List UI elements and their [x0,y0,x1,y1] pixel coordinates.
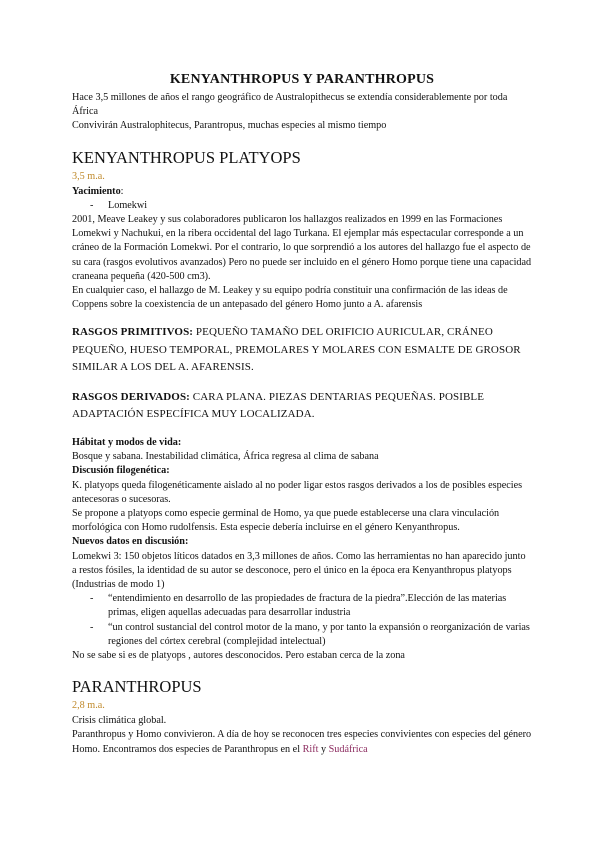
document-page [72,72,532,757]
list-item [72,199,532,213]
rasgos-derivados-label: RASGOS DERIVADOS: [72,390,190,403]
body-paragraph-2: En cualquier caso, el hallazgo de M. Leakey y su equipo podría constituir una confirmación de las ideas de Coppens sobre la coexistencia de un antepasado del género Homo junto a A. afarensis [72,285,508,311]
yacimiento-line [72,185,532,199]
section-heading-kenyanthropus: KENYANTHROPUS PLATYOPS [72,147,301,167]
closing-line: No se sabe si es de platyops , autores desconocidos. Pero estaban cerca de la zona [72,649,405,661]
dash-bullet: - [90,593,94,605]
discusion-text-1: K. platyops queda filogenéticamente aislado al no poder ligar estos rasgos derivados a los de posibles especies antecesoras o sucesoras. [72,479,523,505]
nuevos-datos-label: Nuevos datos en discusión: [72,536,189,548]
habitat-text: Bosque y sabana. Inestabilidad climática, África regresa al clima de sabana [72,451,379,463]
section-heading-paranthropus: PARANTHROPUS [72,677,202,697]
paranthropus-text: Paranthropus y Homo convivieron. A día de hoy se reconocen tres especies convivientes con especies del género Homo. Encontramos dos especies de Paranthropus en el [72,729,532,755]
dash-bullet: - [90,621,94,633]
nuevos-item-1: “entendimiento en desarrollo de las propiedades de fractura de la piedra”.Elección de las materias primas, eligen aquellas adecuadas para desarrollar industria [108,593,507,619]
age-label: 2,8 m.a. [72,700,105,712]
dash-bullet: - [90,199,94,211]
discusion-text-2: Se propone a platyops como especie germinal de Homo, ya que puede establecerse una clara vinculación morfológica con Homo rudolfensis. Esta especie debería incluirse en el género Kenyanthropus. [72,507,500,534]
intro-line-2: Convivirán Australophitecus, Parantropus, muchas especies al mismo tiempo [72,120,387,132]
paranthropus-line-2 [72,728,532,756]
conjunction: y [318,743,329,755]
sudafrica-link[interactable]: Sudáfrica [328,743,368,755]
rasgos-derivados-text: CARA PLANA. PIEZAS DENTARIAS PEQUEÑAS. POSIBLE ADAPTACIÓN ESPECÍFICA MUY LOCALIZADA. [72,390,485,421]
rasgos-primitivos-text: PEQUEÑO TAMAÑO DEL ORIFICIO AURICULAR, CRÁNEO PEQUEÑO, HUESO TEMPORAL, PREMOLARES Y MOLARES CON ESMALTE DE GROSOR SIMILAR A LOS DEL A. AFARENSIS. [72,326,521,374]
discusion-label: Discusión filogenética: [72,465,170,477]
nuevos-datos-text: Lomekwi 3: 150 objetos líticos datados en 3,3 millones de años. Como las herramientas no han aparecido junto a restos fósiles, la identidad de su autor se desconoce, pero el único en la época era Kenyanthropus platyops (Industrias de modo 1) [72,550,526,590]
nuevos-datos-list [72,592,532,649]
document-title: KENYANTHROPUS Y PARANTHROPUS [169,72,435,87]
list-item [72,621,532,649]
rift-link[interactable]: Rift [302,743,319,755]
yacimiento-label: Yacimiento [72,185,121,197]
paranthropus-line-1: Crisis climática global. [72,715,167,727]
list-item [72,592,532,620]
intro-line-1: Hace 3,5 millones de años el rango geográfico de Australopithecus se extendía considerablemente por toda África [72,92,508,118]
rasgos-primitivos-label: RASGOS PRIMITIVOS: [72,326,194,339]
yacimiento-item: Lomekwi [108,199,148,211]
yacimiento-list [72,199,532,213]
rasgos-primitivos [72,324,532,377]
habitat-label: Hábitat y modos de vida: [72,436,182,448]
body-paragraph-1: 2001, Meave Leakey y sus colaboradores publicaron los hallazgos realizados en 1999 en las Formaciones Lomekwi y Nachukui, en la ribera occidental del lago Turkana. El ejemplar más espectacular corresponde a un cráneo de la Formación Lomekwi. Por el contrario, lo que sorprendió a los autores del hallazgo fue el aspecto de su cara (rasgos evolutivos avanzados) Pero no puede ser incluido en el género Homo porque tiene una capacidad craneana pequeña (420-500 cm3). [72,214,532,282]
nuevos-item-2: “un control sustancial del control motor de la mano, y por tanto la expansión o reorganización de varias regiones del córtex cerebral (complejidad intelectual) [108,621,530,647]
yacimiento-colon: : [120,185,124,197]
age-label: 3,5 m.a. [72,170,105,182]
rasgos-derivados [72,389,532,424]
